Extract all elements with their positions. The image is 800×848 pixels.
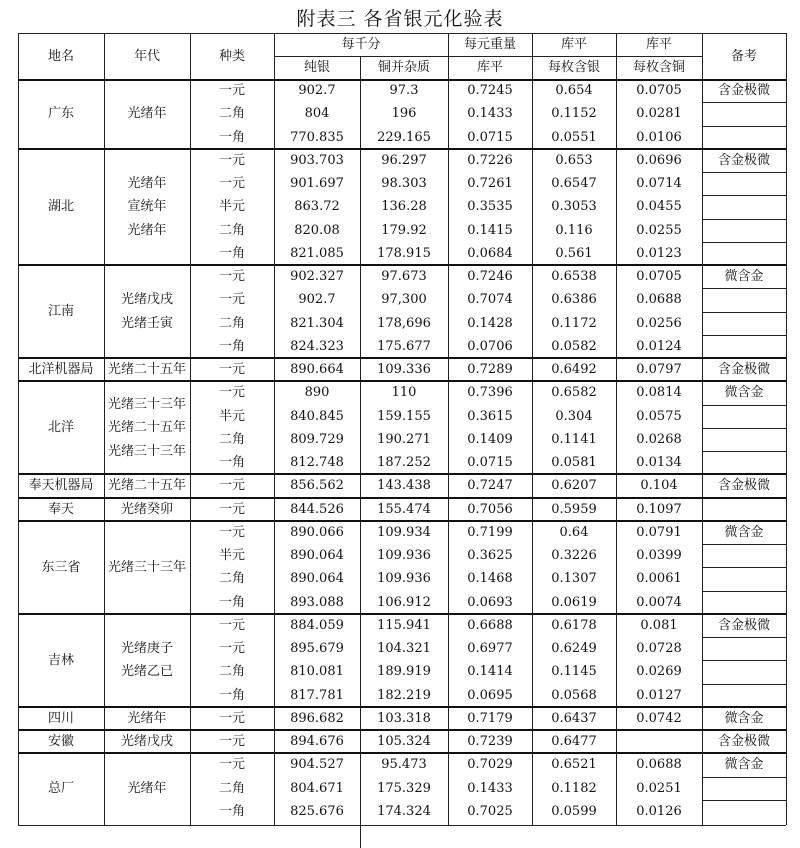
copper-per-coin: 0.0688 <box>636 292 682 308</box>
coin-kind: 一元 <box>218 524 245 540</box>
remark: 微含金 <box>724 385 764 401</box>
remark: 微含金 <box>724 757 764 773</box>
copper-impurity: 187.252 <box>377 455 431 471</box>
fine-silver: 890 <box>304 385 330 401</box>
copper-per-coin: 0.0797 <box>636 362 682 378</box>
copper-impurity: 104.321 <box>377 641 431 657</box>
header-mid-rule <box>274 56 702 57</box>
fine-silver: 884.059 <box>290 617 344 633</box>
copper-per-coin: 0.0705 <box>636 83 682 99</box>
coin-kind: 一角 <box>218 455 245 471</box>
copper-per-coin: 0.0268 <box>636 431 682 447</box>
region-name: 奉天机器局 <box>28 478 94 494</box>
fine-silver: 844.526 <box>290 501 344 517</box>
coin-kind: 一元 <box>218 734 245 750</box>
weight-per-yuan: 0.7246 <box>467 269 513 285</box>
remark-row-rule <box>702 777 786 778</box>
copper-per-coin: 0.1097 <box>636 501 682 517</box>
weight-per-yuan: 0.7179 <box>467 710 513 726</box>
weight-per-yuan: 0.3615 <box>467 408 513 424</box>
silver-per-coin: 0.64 <box>559 524 589 540</box>
coin-kind: 二角 <box>218 664 245 680</box>
silver-per-coin: 0.0599 <box>551 803 597 819</box>
weight-per-yuan: 0.1428 <box>467 315 513 331</box>
copper-impurity: 175.329 <box>377 780 431 796</box>
header-silver-sub: 每枚含银 <box>547 60 600 75</box>
copper-per-coin: 0.0399 <box>636 548 682 564</box>
silver-per-coin: 0.6178 <box>551 617 597 633</box>
silver-per-coin: 0.0568 <box>551 687 597 703</box>
column-rule <box>786 33 787 825</box>
copper-per-coin: 0.0124 <box>636 338 682 354</box>
coin-kind: 一元 <box>218 362 245 378</box>
era-label: 宣统年 <box>127 199 167 215</box>
copper-per-coin: 0.0074 <box>636 594 682 610</box>
header-kind: 种类 <box>218 48 245 64</box>
silver-per-coin: 0.0582 <box>551 338 597 354</box>
copper-impurity: 178,696 <box>377 315 431 331</box>
coin-kind: 一元 <box>218 501 245 517</box>
coin-kind: 一元 <box>218 617 245 633</box>
fine-silver: 896.682 <box>290 710 344 726</box>
header-copper-sub: 每枚含铜 <box>632 60 685 75</box>
weight-per-yuan: 0.7239 <box>467 734 513 750</box>
table-title: 附表三 各省银元化验表 <box>296 8 504 30</box>
fine-silver: 902.7 <box>298 83 336 99</box>
region-name: 奉天 <box>47 501 74 517</box>
remark-row-rule <box>702 335 786 336</box>
silver-per-coin: 0.1145 <box>551 664 597 680</box>
coin-kind: 二角 <box>218 222 245 238</box>
copper-impurity: 182.219 <box>377 687 431 703</box>
region-name: 安徽 <box>47 734 74 750</box>
copper-impurity: 229.165 <box>377 129 431 145</box>
copper-per-coin: 0.0256 <box>636 315 682 331</box>
header-era: 年代 <box>133 48 160 64</box>
copper-per-coin: 0.0281 <box>636 106 682 122</box>
fine-silver: 821.304 <box>290 315 344 331</box>
silver-per-coin: 0.561 <box>555 245 593 261</box>
copper-per-coin: 0.0269 <box>636 664 682 680</box>
region-name: 东三省 <box>41 559 81 575</box>
silver-per-coin: 0.6547 <box>551 176 597 192</box>
copper-impurity: 189.919 <box>377 664 431 680</box>
remark-row-rule <box>702 405 786 406</box>
silver-per-coin: 0.5959 <box>551 501 597 517</box>
era-label: 光绪三十三年 <box>107 559 186 575</box>
silver-per-coin: 0.6538 <box>551 269 597 285</box>
weight-per-yuan: 0.6977 <box>467 641 513 657</box>
remark-row-rule <box>702 312 786 313</box>
coin-kind: 一角 <box>218 338 245 354</box>
coin-kind: 二角 <box>218 780 245 796</box>
silver-per-coin: 0.0619 <box>551 594 597 610</box>
silver-per-coin: 0.6386 <box>551 292 597 308</box>
weight-per-yuan: 0.7029 <box>467 757 513 773</box>
remark-row-rule <box>702 684 786 685</box>
region-name: 总厂 <box>47 780 74 796</box>
silver-per-coin: 0.6521 <box>551 757 597 773</box>
silver-per-coin: 0.1141 <box>551 431 597 447</box>
fine-silver: 894.676 <box>290 734 344 750</box>
weight-per-yuan: 0.1468 <box>467 571 513 587</box>
era-label: 光绪戊戌 <box>120 292 173 308</box>
fine-silver: 903.703 <box>290 152 344 168</box>
coin-kind: 一元 <box>218 710 245 726</box>
era-label: 光绪年 <box>127 176 167 192</box>
fine-silver: 825.676 <box>290 803 344 819</box>
header-region: 地名 <box>47 48 74 64</box>
remark-row-rule <box>702 544 786 545</box>
fine-silver: 893.088 <box>290 594 344 610</box>
fine-silver: 824.323 <box>290 338 344 354</box>
fine-silver: 770.835 <box>290 129 344 145</box>
copper-per-coin: 0.0688 <box>636 757 682 773</box>
coin-kind: 一角 <box>218 245 245 261</box>
weight-per-yuan: 0.7289 <box>467 362 513 378</box>
era-label: 光绪壬寅 <box>120 315 173 331</box>
remark: 含金极微 <box>717 478 770 494</box>
copper-per-coin: 0.0106 <box>636 129 682 145</box>
copper-impurity: 175.677 <box>377 338 431 354</box>
weight-per-yuan: 0.1414 <box>467 664 513 680</box>
weight-per-yuan: 0.0706 <box>467 338 513 354</box>
weight-per-yuan: 0.7396 <box>467 385 513 401</box>
remark-row-rule <box>702 660 786 661</box>
weight-per-yuan: 0.0693 <box>467 594 513 610</box>
remark-row-rule <box>702 172 786 173</box>
fine-silver: 890.664 <box>290 362 344 378</box>
era-label: 光绪二十五年 <box>107 478 186 494</box>
copper-per-coin: 0.0123 <box>636 245 682 261</box>
region-name: 四川 <box>47 710 74 726</box>
coin-kind: 一元 <box>218 478 245 494</box>
weight-per-yuan: 0.1433 <box>467 106 513 122</box>
coin-kind: 二角 <box>218 106 245 122</box>
weight-per-yuan: 0.7245 <box>467 83 513 99</box>
silver-per-coin: 0.6437 <box>551 710 597 726</box>
silver-per-coin: 0.3053 <box>551 199 597 215</box>
remark: 含金极微 <box>717 362 770 378</box>
coin-kind: 一元 <box>218 757 245 773</box>
copper-per-coin: 0.104 <box>640 478 678 494</box>
copper-per-coin: 0.0705 <box>636 269 682 285</box>
coin-kind: 一元 <box>218 269 245 285</box>
silver-per-coin: 0.6582 <box>551 385 597 401</box>
copper-impurity: 196 <box>391 106 417 122</box>
coin-kind: 一元 <box>218 176 245 192</box>
weight-per-yuan: 0.6688 <box>467 617 513 633</box>
copper-impurity: 190.271 <box>377 431 431 447</box>
coin-kind: 半元 <box>218 199 245 215</box>
coin-kind: 一元 <box>218 292 245 308</box>
copper-impurity: 109.936 <box>377 571 431 587</box>
weight-per-yuan: 0.7025 <box>467 803 513 819</box>
remark: 微含金 <box>724 710 764 726</box>
coin-kind: 一角 <box>218 594 245 610</box>
region-name: 吉林 <box>47 652 74 668</box>
copper-per-coin: 0.0251 <box>636 780 682 796</box>
copper-impurity: 105.324 <box>377 734 431 750</box>
coin-kind: 一角 <box>218 129 245 145</box>
remark-row-rule <box>702 591 786 592</box>
coin-kind: 半元 <box>218 548 245 564</box>
copper-impurity: 179.92 <box>381 222 427 238</box>
remark-row-rule <box>702 102 786 103</box>
remark-row-rule <box>702 428 786 429</box>
silver-per-coin: 0.1182 <box>551 780 597 796</box>
silver-per-coin: 0.1172 <box>551 315 597 331</box>
copper-per-coin: 0.0714 <box>636 176 682 192</box>
era-label: 光绪乙已 <box>120 664 173 680</box>
copper-impurity: 103.318 <box>377 710 431 726</box>
weight-per-yuan: 0.7056 <box>467 501 513 517</box>
era-label: 光绪戊戌 <box>120 734 173 750</box>
assay-table <box>18 33 786 825</box>
copper-impurity: 143.438 <box>377 478 431 494</box>
copper-per-coin: 0.0126 <box>636 803 682 819</box>
copper-impurity: 97,300 <box>381 292 427 308</box>
copper-impurity: 106.912 <box>377 594 431 610</box>
copper-impurity: 97.3 <box>389 83 419 99</box>
silver-per-coin: 0.654 <box>555 83 593 99</box>
weight-per-yuan: 0.0715 <box>467 129 513 145</box>
header-copper-top: 库平 <box>645 37 672 52</box>
remark-row-rule <box>702 126 786 127</box>
fine-silver: 817.781 <box>290 687 344 703</box>
copper-impurity: 159.155 <box>377 408 431 424</box>
fine-silver: 809.729 <box>290 431 344 447</box>
era-label: 光绪二十五年 <box>107 362 186 378</box>
fine-silver: 810.081 <box>290 664 344 680</box>
remark-row-rule <box>702 637 786 638</box>
era-label: 光绪庚子 <box>120 641 173 657</box>
table-top-rule <box>18 33 786 34</box>
coin-kind: 二角 <box>218 431 245 447</box>
weight-per-yuan: 0.7074 <box>467 292 513 308</box>
weight-per-yuan: 0.0715 <box>467 455 513 471</box>
weight-per-yuan: 0.7247 <box>467 478 513 494</box>
remark-row-rule <box>702 195 786 196</box>
weight-per-yuan: 0.7199 <box>467 524 513 540</box>
coin-kind: 一角 <box>218 803 245 819</box>
fine-silver: 901.697 <box>290 176 344 192</box>
coin-kind: 一元 <box>218 152 245 168</box>
silver-per-coin: 0.0581 <box>551 455 597 471</box>
coin-kind: 二角 <box>218 571 245 587</box>
remark-row-rule <box>702 800 786 801</box>
remark: 微含金 <box>724 524 764 540</box>
fine-silver: 890.066 <box>290 524 344 540</box>
region-name: 北洋机器局 <box>28 362 94 378</box>
table-bottom-rule <box>18 825 786 826</box>
fine-silver: 821.085 <box>290 245 344 261</box>
copper-per-coin: 0.0696 <box>636 152 682 168</box>
weight-per-yuan: 0.1415 <box>467 222 513 238</box>
fine-silver: 902.327 <box>290 269 344 285</box>
copper-impurity: 136.28 <box>381 199 427 215</box>
coin-kind: 一角 <box>218 687 245 703</box>
copper-impurity: 174.324 <box>377 803 431 819</box>
copper-impurity: 109.336 <box>377 362 431 378</box>
era-label: 光绪年 <box>127 106 167 122</box>
fine-silver: 856.562 <box>290 478 344 494</box>
copper-per-coin: 0.081 <box>640 617 678 633</box>
coin-kind: 半元 <box>218 408 245 424</box>
header-per-mille: 每千分 <box>341 37 381 52</box>
weight-per-yuan: 0.7226 <box>467 152 513 168</box>
era-label: 光绪年 <box>127 710 167 726</box>
copper-impurity: 155.474 <box>377 501 431 517</box>
fine-silver: 895.679 <box>290 641 344 657</box>
fine-silver: 904.527 <box>290 757 344 773</box>
region-name: 湖北 <box>47 199 74 215</box>
header-remark: 备考 <box>730 48 757 64</box>
weight-per-yuan: 0.1433 <box>467 780 513 796</box>
silver-per-coin: 0.1152 <box>551 106 597 122</box>
remark: 微含金 <box>724 269 764 285</box>
copper-impurity: 115.941 <box>377 617 431 633</box>
era-label: 光绪年 <box>127 780 167 796</box>
remark-row-rule <box>702 219 786 220</box>
remark: 含金极微 <box>717 152 770 168</box>
remark: 含金极微 <box>717 83 770 99</box>
weight-per-yuan: 0.0695 <box>467 687 513 703</box>
copper-impurity: 98.303 <box>381 176 427 192</box>
copper-per-coin: 0.0742 <box>636 710 682 726</box>
coin-kind: 一元 <box>218 83 245 99</box>
fine-silver: 890.064 <box>290 548 344 564</box>
header-silver: 纯银 <box>303 60 330 75</box>
fine-silver: 804 <box>304 106 330 122</box>
remark-row-rule <box>702 288 786 289</box>
copper-per-coin: 0.0728 <box>636 641 682 657</box>
region-name: 北洋 <box>47 420 74 436</box>
era-label: 光绪癸卯 <box>120 501 173 517</box>
silver-per-coin: 0.116 <box>555 222 593 238</box>
copper-per-coin: 0.0255 <box>636 222 682 238</box>
remark-row-rule <box>702 242 786 243</box>
header-weight-top: 每元重量 <box>463 37 516 52</box>
copper-per-coin: 0.0814 <box>636 385 682 401</box>
copper-impurity: 110 <box>391 385 417 401</box>
silver-per-coin: 0.0551 <box>551 129 597 145</box>
era-label: 光绪三十三年 <box>107 443 186 459</box>
silver-per-coin: 0.6492 <box>551 362 597 378</box>
silver-per-coin: 0.1307 <box>551 571 597 587</box>
silver-per-coin: 0.3226 <box>551 548 597 564</box>
weight-per-yuan: 0.0684 <box>467 245 513 261</box>
copper-per-coin: 0.0061 <box>636 571 682 587</box>
silver-per-coin: 0.6249 <box>551 641 597 657</box>
weight-per-yuan: 0.1409 <box>467 431 513 447</box>
era-label: 光绪二十五年 <box>107 420 186 436</box>
remark: 含金极微 <box>717 734 770 750</box>
copper-per-coin: 0.0455 <box>636 199 682 215</box>
fine-silver: 890.064 <box>290 571 344 587</box>
copper-impurity: 95.473 <box>381 757 427 773</box>
fine-silver: 812.748 <box>290 455 344 471</box>
remark-row-rule <box>702 567 786 568</box>
era-label: 光绪年 <box>127 222 167 238</box>
fine-silver: 863.72 <box>294 199 340 215</box>
coin-kind: 一元 <box>218 641 245 657</box>
header-weight-sub: 库平 <box>476 60 503 75</box>
silver-per-coin: 0.6477 <box>551 734 597 750</box>
copper-impurity: 109.934 <box>377 524 431 540</box>
copper-impurity: 96.297 <box>381 152 427 168</box>
copper-per-coin: 0.0791 <box>636 524 682 540</box>
silver-per-coin: 0.6207 <box>551 478 597 494</box>
fine-silver: 840.845 <box>290 408 344 424</box>
copper-impurity: 109.936 <box>377 548 431 564</box>
silver-per-coin: 0.653 <box>555 152 593 168</box>
weight-per-yuan: 0.3535 <box>467 199 513 215</box>
fine-silver: 902.7 <box>298 292 336 308</box>
copper-impurity: 178.915 <box>377 245 431 261</box>
weight-per-yuan: 0.3625 <box>467 548 513 564</box>
coin-kind: 二角 <box>218 315 245 331</box>
header-copper: 铜并杂质 <box>377 60 430 75</box>
fine-silver: 820.08 <box>294 222 340 238</box>
copper-impurity: 97.673 <box>381 269 427 285</box>
fine-silver: 804.671 <box>290 780 344 796</box>
copper-per-coin: 0.0127 <box>636 687 682 703</box>
remark-row-rule <box>702 451 786 452</box>
region-name: 广东 <box>47 106 74 122</box>
header-silver-top: 库平 <box>560 37 587 52</box>
copper-per-coin: 0.0134 <box>636 455 682 471</box>
era-label: 光绪三十三年 <box>107 397 186 412</box>
silver-per-coin: 0.304 <box>555 408 593 424</box>
remark: 含金极微 <box>717 617 770 633</box>
coin-kind: 一元 <box>218 385 245 401</box>
copper-per-coin: 0.0575 <box>636 408 682 424</box>
weight-per-yuan: 0.7261 <box>467 176 513 192</box>
region-name: 江南 <box>47 304 74 319</box>
